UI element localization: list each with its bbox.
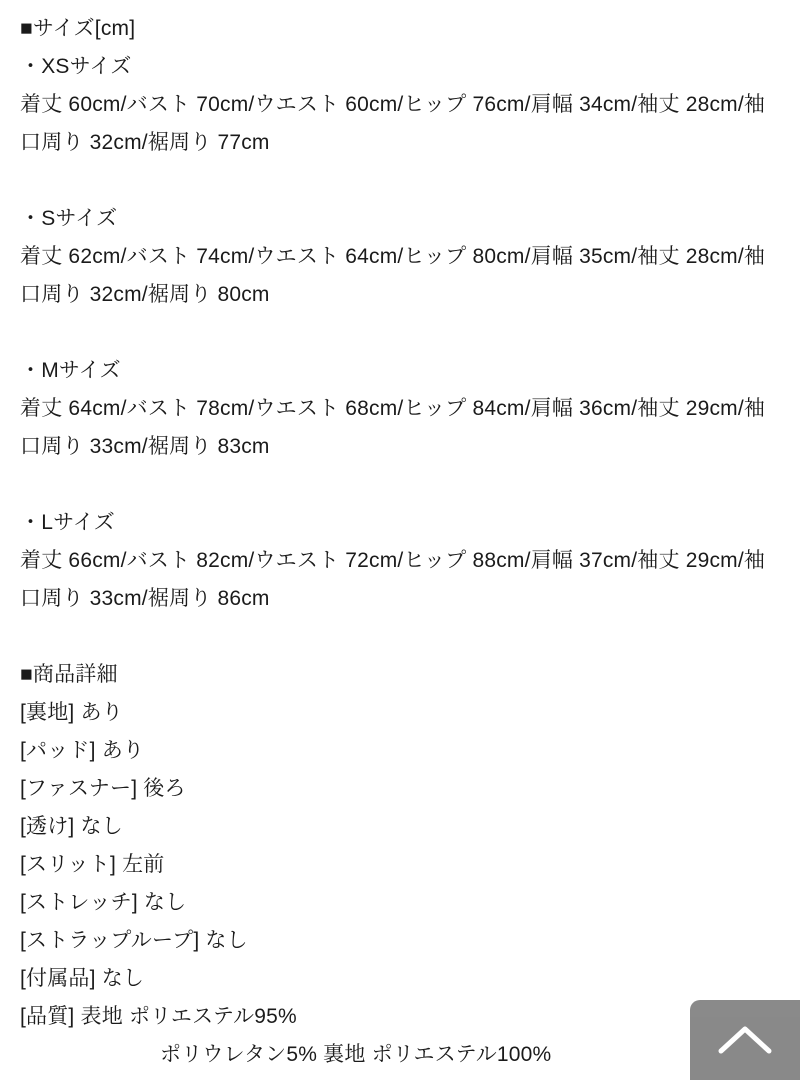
detail-row: [スリット] 左前 (20, 853, 165, 876)
detail-row: [ストラップループ] なし (20, 929, 248, 952)
section-spacer (20, 618, 780, 656)
detail-row-quality-continuation: ポリウレタン5% 裏地 ポリエステル100% (160, 1043, 552, 1066)
scroll-to-top-button[interactable] (690, 1000, 800, 1080)
detail-row: [ファスナー] 後ろ (20, 777, 186, 800)
size-section-heading: ■サイズ[cm] (20, 17, 136, 40)
size-entry-label: ・Sサイズ (20, 207, 118, 230)
section-spacer (20, 466, 780, 504)
size-entry-label: ・Mサイズ (20, 359, 121, 382)
detail-section-heading: ■商品詳細 (20, 663, 118, 686)
size-entry-measurements: 着丈 64cm/バスト 78cm/ウエスト 68cm/ヒップ 84cm/肩幅 36cm/袖丈 29cm/袖口周り 33cm/裾周り 83cm (20, 397, 766, 458)
section-spacer (20, 314, 780, 352)
detail-row: [パッド] あり (20, 739, 145, 762)
size-entry-l (20, 504, 780, 618)
size-section (20, 10, 780, 618)
arrow-up-icon (717, 1023, 773, 1057)
size-entry-measurements: 着丈 66cm/バスト 82cm/ウエスト 72cm/ヒップ 88cm/肩幅 37cm/袖丈 29cm/袖口周り 33cm/裾周り 86cm (20, 549, 766, 610)
detail-row: [付属品] なし (20, 967, 145, 990)
size-entry-label: ・Lサイズ (20, 511, 115, 534)
section-spacer (20, 162, 780, 200)
size-entry-label: ・XSサイズ (20, 55, 132, 78)
detail-section (20, 656, 780, 1074)
size-entry-xs (20, 48, 780, 162)
size-entry-measurements: 着丈 62cm/バスト 74cm/ウエスト 64cm/ヒップ 80cm/肩幅 35cm/袖丈 28cm/袖口周り 32cm/裾周り 80cm (20, 245, 766, 306)
size-entry-measurements: 着丈 60cm/バスト 70cm/ウエスト 60cm/ヒップ 76cm/肩幅 34cm/袖丈 28cm/袖口周り 32cm/裾周り 77cm (20, 93, 766, 154)
detail-row: [透け] なし (20, 815, 123, 838)
size-entry-s (20, 200, 780, 314)
detail-row-quality: [品質] 表地 ポリエステル95% (20, 1005, 297, 1028)
size-entry-m (20, 352, 780, 466)
detail-row: [ストレッチ] なし (20, 891, 187, 914)
detail-row: [裏地] あり (20, 701, 123, 724)
